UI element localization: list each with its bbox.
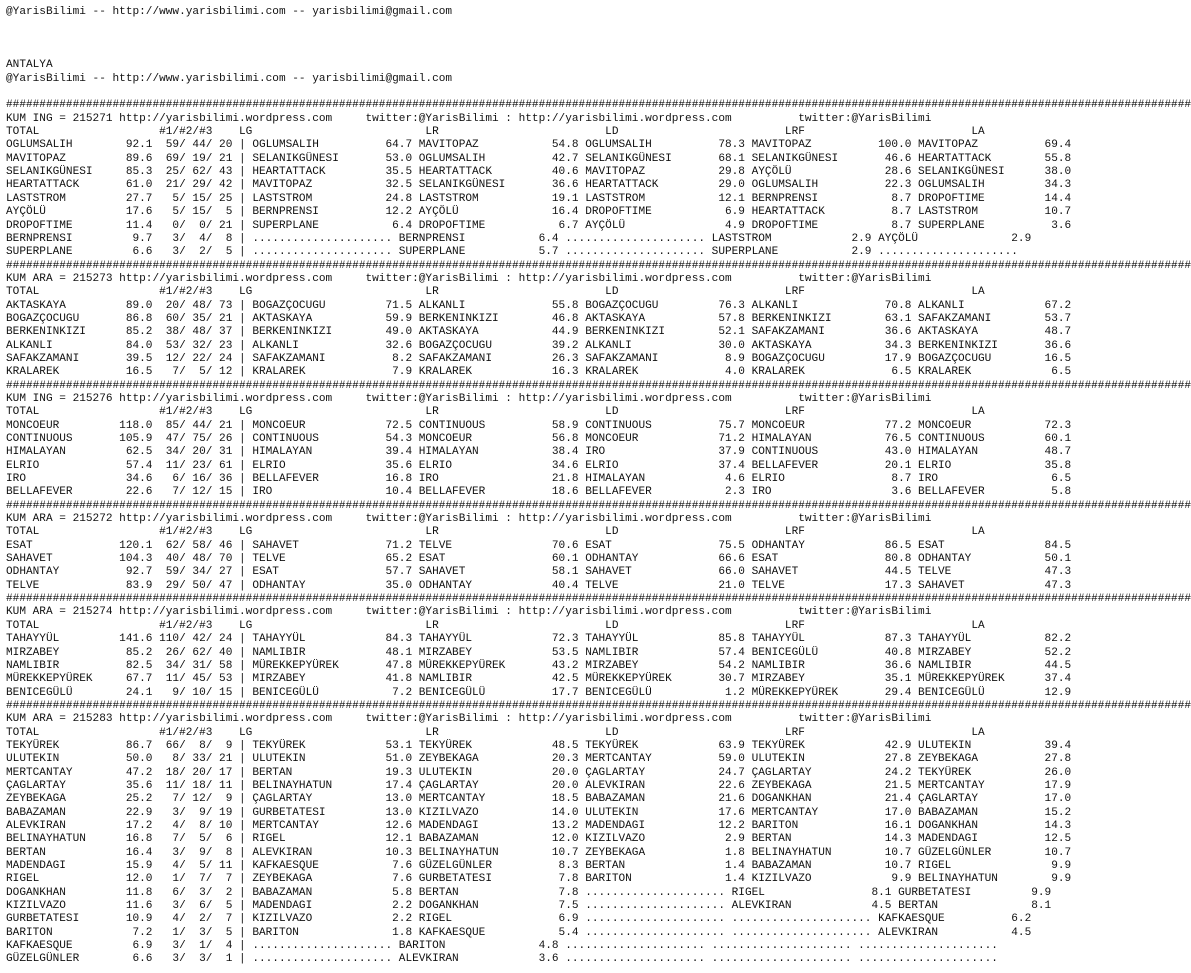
text-line: BOGAZÇOCUGU 86.8 60/ 35/ 21 | AKTASKAYA 59.9 BERKENINKIZI 46.8 AKTASKAYA 57.8 BERKENINKIZI 63.1 SAFAKZAMANI 53.7 — [6, 312, 1072, 325]
text-line: HIMALAYAN 62.5 34/ 20/ 31 | HIMALAYAN 39.4 HIMALAYAN 38.4 IRO 37.9 CONTINUOUS 43.0 HIMALAYAN 48.7 — [6, 446, 1072, 459]
race-header: KUM ING = 215276 http://yarisbilimi.wordpress.com twitter:@YarisBilimi : http://yarisbilimi.wordpress.com twitter:@YarisBilimi — [6, 392, 932, 405]
text-line: IRO 34.6 6/ 16/ 36 | BELLAFEVER 16.8 IRO 21.8 HIMALAYAN 4.6 ELRIO 8.7 IRO 6.5 — [6, 473, 1072, 486]
text-line: KIZILVAZO 11.6 3/ 6/ 5 | MADENDAGI 2.2 DOGANKHAN 7.5 ..................... ALEVKIRAN 4.5 BERTAN 8.1 — [6, 900, 1052, 913]
column-header: TOTAL #1/#2/#3 LG LR LD LRF LA — [6, 619, 985, 632]
text-line: ALEVKIRAN 17.2 4/ 8/ 10 | MERTCANTAY 12.6 MADENDAGI 13.2 MADENDAGI 12.2 BARITON 16.1 DOGANKHAN 14.3 — [6, 819, 1072, 832]
race-header: KUM ARA = 215283 http://yarisbilimi.wordpress.com twitter:@YarisBilimi : http://yarisbilimi.wordpress.com twitter:@YarisBilimi — [6, 713, 932, 726]
text-line: AYÇÖLÜ 17.6 5/ 15/ 5 | BERNPRENSI 12.2 AYÇÖLÜ 16.4 DROPOFTIME 6.9 HEARTATTACK 8.7 LASTSTROM 10.7 — [6, 206, 1072, 219]
text-line: MONCOEUR 118.0 85/ 44/ 21 | MONCOEUR 72.5 CONTINUOUS 58.9 CONTINUOUS 75.7 MONCOEUR 77.2 MONCOEUR 72.3 — [6, 419, 1072, 432]
text-line: RIGEL 12.0 1/ 7/ 7 | ZEYBEKAGA 7.6 GURBETATESI 7.8 BARITON 1.4 KIZILVAZO 9.9 BELINAYHATUN 9.9 — [6, 873, 1072, 886]
text-line: GÜZELGÜNLER 6.6 3/ 3/ 1 | ..................... ALEVKIRAN 3.6 ..................... ..................... ..................... — [6, 953, 998, 966]
text-line: ÇAGLARTAY 35.6 11/ 18/ 11 | BELINAYHATUN 17.4 ÇAGLARTAY 20.0 ALEVKIRAN 22.6 ZEYBEKAGA 21.5 MERTCANTAY 17.9 — [6, 779, 1072, 792]
separator-line: ################################################################################################################################################################################## — [6, 379, 1191, 392]
text-line: ULUTEKIN 50.0 8/ 33/ 21 | ULUTEKIN 51.0 ZEYBEKAGA 20.3 MERTCANTAY 59.0 ULUTEKIN 27.8 ZEYBEKAGA 27.8 — [6, 753, 1072, 766]
separator-line: ################################################################################################################################################################################## — [6, 99, 1191, 112]
text-line: ODHANTAY 92.7 59/ 34/ 27 | ESAT 57.7 SAHAVET 58.1 SAHAVET 66.0 SAHAVET 44.5 TELVE 47.3 — [6, 566, 1072, 579]
text-line: ELRIO 57.4 11/ 23/ 61 | ELRIO 35.6 ELRIO 34.6 ELRIO 37.4 BELLAFEVER 20.1 ELRIO 35.8 — [6, 459, 1072, 472]
text-line: TAHAYYÜL 141.6 110/ 42/ 24 | TAHAYYÜL 84.3 TAHAYYÜL 72.3 TAHAYYÜL 85.8 TAHAYYÜL 87.3 TAHAYYÜL 82.2 — [6, 633, 1072, 646]
text-line: ZEYBEKAGA 25.2 7/ 12/ 9 | ÇAGLARTAY 13.0 MERTCANTAY 18.5 BABAZAMAN 21.6 DOGANKHAN 21.4 ÇAGLARTAY 17.0 — [6, 793, 1072, 806]
race-header: KUM ARA = 215273 http://yarisbilimi.wordpress.com twitter:@YarisBilimi : http://yarisbilimi.wordpress.com twitter:@YarisBilimi — [6, 272, 932, 285]
text-line: NAMLIBIR 82.5 34/ 31/ 58 | MÜREKKEPYÜREK 47.8 MÜREKKEPYÜREK 43.2 MIRZABEY 54.2 NAMLIBIR 36.6 NAMLIBIR 44.5 — [6, 659, 1072, 672]
column-header: TOTAL #1/#2/#3 LG LR LD LRF LA — [6, 286, 985, 299]
text-line: AKTASKAYA 89.0 20/ 48/ 73 | BOGAZÇOCUGU 71.5 ALKANLI 55.8 BOGAZÇOCUGU 76.3 ALKANLI 70.8 ALKANLI 67.2 — [6, 299, 1072, 312]
text-line: @YarisBilimi -- http://www.yarisbilimi.com -- yarisbilimi@gmail.com — [6, 6, 453, 18]
text-line: ANTALYA — [6, 59, 53, 72]
column-header: TOTAL #1/#2/#3 LG LR LD LRF LA — [6, 526, 985, 539]
text-line: LASTSTROM 27.7 5/ 15/ 25 | LASTSTROM 24.8 LASTSTROM 19.1 LASTSTROM 12.1 BERNPRENSI 8.7 DROPOFTIME 14.4 — [6, 192, 1072, 205]
text-line: SAFAKZAMANI 39.5 12/ 22/ 24 | SAFAKZAMANI 8.2 SAFAKZAMANI 26.3 SAFAKZAMANI 8.9 BOGAZÇOCUGU 17.9 BOGAZÇOCUGU 16.5 — [6, 352, 1072, 365]
text-line: BABAZAMAN 22.9 3/ 9/ 19 | GURBETATESI 13.0 KIZILVAZO 14.0 ULUTEKIN 17.6 MERTCANTAY 17.0 BABAZAMAN 15.2 — [6, 806, 1072, 819]
text-line: ESAT 120.1 62/ 58/ 46 | SAHAVET 71.2 TELVE 70.6 ESAT 75.5 ODHANTAY 86.5 ESAT 84.5 — [6, 539, 1072, 552]
separator-line: ################################################################################################################################################################################## — [6, 699, 1191, 712]
blank-line — [6, 19, 1191, 32]
separator-line: ################################################################################################################################################################################## — [6, 259, 1191, 272]
race-header: KUM ARA = 215272 http://yarisbilimi.wordpress.com twitter:@YarisBilimi : http://yarisbilimi.wordpress.com twitter:@YarisBilimi — [6, 513, 932, 526]
text-line: BELLAFEVER 22.6 7/ 12/ 15 | IRO 10.4 BELLAFEVER 18.6 BELLAFEVER 2.3 IRO 3.6 BELLAFEVER 5.8 — [6, 486, 1072, 499]
text-line: DROPOFTIME 11.4 0/ 0/ 21 | SUPERPLANE 6.4 DROPOFTIME 6.7 AYÇÖLÜ 4.9 DROPOFTIME 8.7 SUPERPLANE 3.6 — [6, 219, 1072, 232]
separator-line: ################################################################################################################################################################################## — [6, 499, 1191, 512]
text-line: BERNPRENSI 9.7 3/ 4/ 8 | ..................... BERNPRENSI 6.4 ..................... LASTSTROM 2.9 AYÇÖLÜ 2.9 — [6, 232, 1032, 245]
separator-line: ################################################################################################################################################################################## — [6, 593, 1191, 606]
text-line: BARITON 7.2 1/ 3/ 5 | BARITON 1.8 KAFKAESQUE 5.4 ..................... ..................... ALEVKIRAN 4.5 — [6, 926, 1032, 939]
text-line: MAVITOPAZ 89.6 69/ 19/ 21 | SELANIKGÜNESI 53.0 OGLUMSALIH 42.7 SELANIKGÜNESI 68.1 SELANIKGÜNESI 46.6 HEARTATTACK 55.8 — [6, 152, 1072, 165]
text-line: OGLUMSALIH 92.1 59/ 44/ 20 | OGLUMSALIH 64.7 MAVITOPAZ 54.8 OGLUMSALIH 78.3 MAVITOPAZ 100.0 MAVITOPAZ 69.4 — [6, 139, 1072, 152]
text-line: MÜREKKEPYÜREK 67.7 11/ 45/ 53 | MIRZABEY 41.8 NAMLIBIR 42.5 MÜREKKEPYÜREK 30.7 MIRZABEY 35.1 MÜREKKEPYÜREK 37.4 — [6, 673, 1072, 686]
text-line: ALKANLI 84.0 53/ 32/ 23 | ALKANLI 32.6 BOGAZÇOCUGU 39.2 ALKANLI 30.0 AKTASKAYA 34.3 BERKENINKIZI 36.6 — [6, 339, 1072, 352]
text-line: BERKENINKIZI 85.2 38/ 48/ 37 | BERKENINKIZI 49.0 AKTASKAYA 44.9 BERKENINKIZI 52.1 SAFAKZAMANI 36.6 AKTASKAYA 48.7 — [6, 326, 1072, 339]
blank-line — [6, 86, 1191, 99]
text-line: KAFKAESQUE 6.9 3/ 1/ 4 | ..................... BARITON 4.8 ..................... ..................... ..................... — [6, 940, 998, 953]
text-line: KRALAREK 16.5 7/ 5/ 12 | KRALAREK 7.9 KRALAREK 16.3 KRALAREK 4.0 KRALAREK 6.5 KRALAREK 6.5 — [6, 366, 1072, 379]
blank-line — [6, 46, 1191, 59]
text-line: TEKYÜREK 86.7 66/ 8/ 9 | TEKYÜREK 53.1 TEKYÜREK 48.5 TEKYÜREK 63.9 TEKYÜREK 42.9 ULUTEKIN 39.4 — [6, 739, 1072, 752]
text-line: SELANIKGÜNESI 85.3 25/ 62/ 43 | HEARTATTACK 35.5 HEARTATTACK 40.6 MAVITOPAZ 29.8 AYÇÖLÜ 28.6 SELANIKGÜNESI 38.0 — [6, 166, 1072, 179]
column-header: TOTAL #1/#2/#3 LG LR LD LRF LA — [6, 126, 985, 139]
text-line: BELINAYHATUN 16.8 7/ 5/ 6 | RIGEL 12.1 BABAZAMAN 12.0 KIZILVAZO 2.9 BERTAN 14.3 MADENDAGI 12.5 — [6, 833, 1072, 846]
text-line: DOGANKHAN 11.8 6/ 3/ 2 | BABAZAMAN 5.8 BERTAN 7.8 ..................... RIGEL 8.1 GURBETATESI 9.9 — [6, 886, 1052, 899]
text-line: SAHAVET 104.3 40/ 48/ 70 | TELVE 65.2 ESAT 60.1 ODHANTAY 66.6 ESAT 80.8 ODHANTAY 50.1 — [6, 553, 1072, 566]
blank-line — [6, 33, 1191, 46]
report-text — [6, 6, 1191, 967]
text-line: MADENDAGI 15.9 4/ 5/ 11 | KAFKAESQUE 7.6 GÜZELGÜNLER 8.3 BERTAN 1.4 BABAZAMAN 10.7 RIGEL 9.9 — [6, 860, 1072, 872]
text-line: SUPERPLANE 6.6 3/ 2/ 5 | ..................... SUPERPLANE 5.7 ..................... SUPERPLANE 2.9 ..................... — [6, 246, 1018, 259]
race-header: KUM ARA = 215274 http://yarisbilimi.wordpress.com twitter:@YarisBilimi : http://yarisbilimi.wordpress.com twitter:@YarisBilimi — [6, 606, 932, 619]
text-line: HEARTATTACK 61.0 21/ 29/ 42 | MAVITOPAZ 32.5 SELANIKGÜNESI 36.6 HEARTATTACK 29.0 OGLUMSALIH 22.3 OGLUMSALIH 34.3 — [6, 179, 1072, 192]
text-line: MIRZABEY 85.2 26/ 62/ 40 | NAMLIBIR 48.1 MIRZABEY 53.5 NAMLIBIR 57.4 BENICEGÜLÜ 40.8 MIRZABEY 52.2 — [6, 646, 1072, 659]
text-line: TELVE 83.9 29/ 50/ 47 | ODHANTAY 35.0 ODHANTAY 40.4 TELVE 21.0 TELVE 17.3 SAHAVET 47.3 — [6, 579, 1072, 592]
text-line: BERTAN 16.4 3/ 9/ 8 | ALEVKIRAN 10.3 BELINAYHATUN 10.7 ZEYBEKAGA 1.8 BELINAYHATUN 10.7 GÜZELGÜNLER 10.7 — [6, 846, 1072, 859]
race-header: KUM ING = 215271 http://yarisbilimi.wordpress.com twitter:@YarisBilimi : http://yarisbilimi.wordpress.com twitter:@YarisBilimi — [6, 112, 932, 125]
text-line: CONTINUOUS 105.9 47/ 75/ 26 | CONTINUOUS 54.3 MONCOEUR 56.8 MONCOEUR 71.2 HIMALAYAN 76.5 CONTINUOUS 60.1 — [6, 433, 1072, 445]
text-line: BENICEGÜLÜ 24.1 9/ 10/ 15 | BENICEGÜLÜ 7.2 BENICEGÜLÜ 17.7 BENICEGÜLÜ 1.2 MÜREKKEPYÜREK 29.4 BENICEGÜLÜ 12.9 — [6, 686, 1072, 699]
text-line: @YarisBilimi -- http://www.yarisbilimi.com -- yarisbilimi@gmail.com — [6, 72, 453, 85]
text-line: MERTCANTAY 47.2 18/ 20/ 17 | BERTAN 19.3 ULUTEKIN 20.0 ÇAGLARTAY 24.7 ÇAGLARTAY 24.2 TEKYÜREK 26.0 — [6, 766, 1072, 779]
column-header: TOTAL #1/#2/#3 LG LR LD LRF LA — [6, 726, 985, 739]
column-header: TOTAL #1/#2/#3 LG LR LD LRF LA — [6, 406, 985, 419]
text-line: GURBETATESI 10.9 4/ 2/ 7 | KIZILVAZO 2.2 RIGEL 6.9 ..................... ..................... KAFKAESQUE 6.2 — [6, 913, 1032, 926]
